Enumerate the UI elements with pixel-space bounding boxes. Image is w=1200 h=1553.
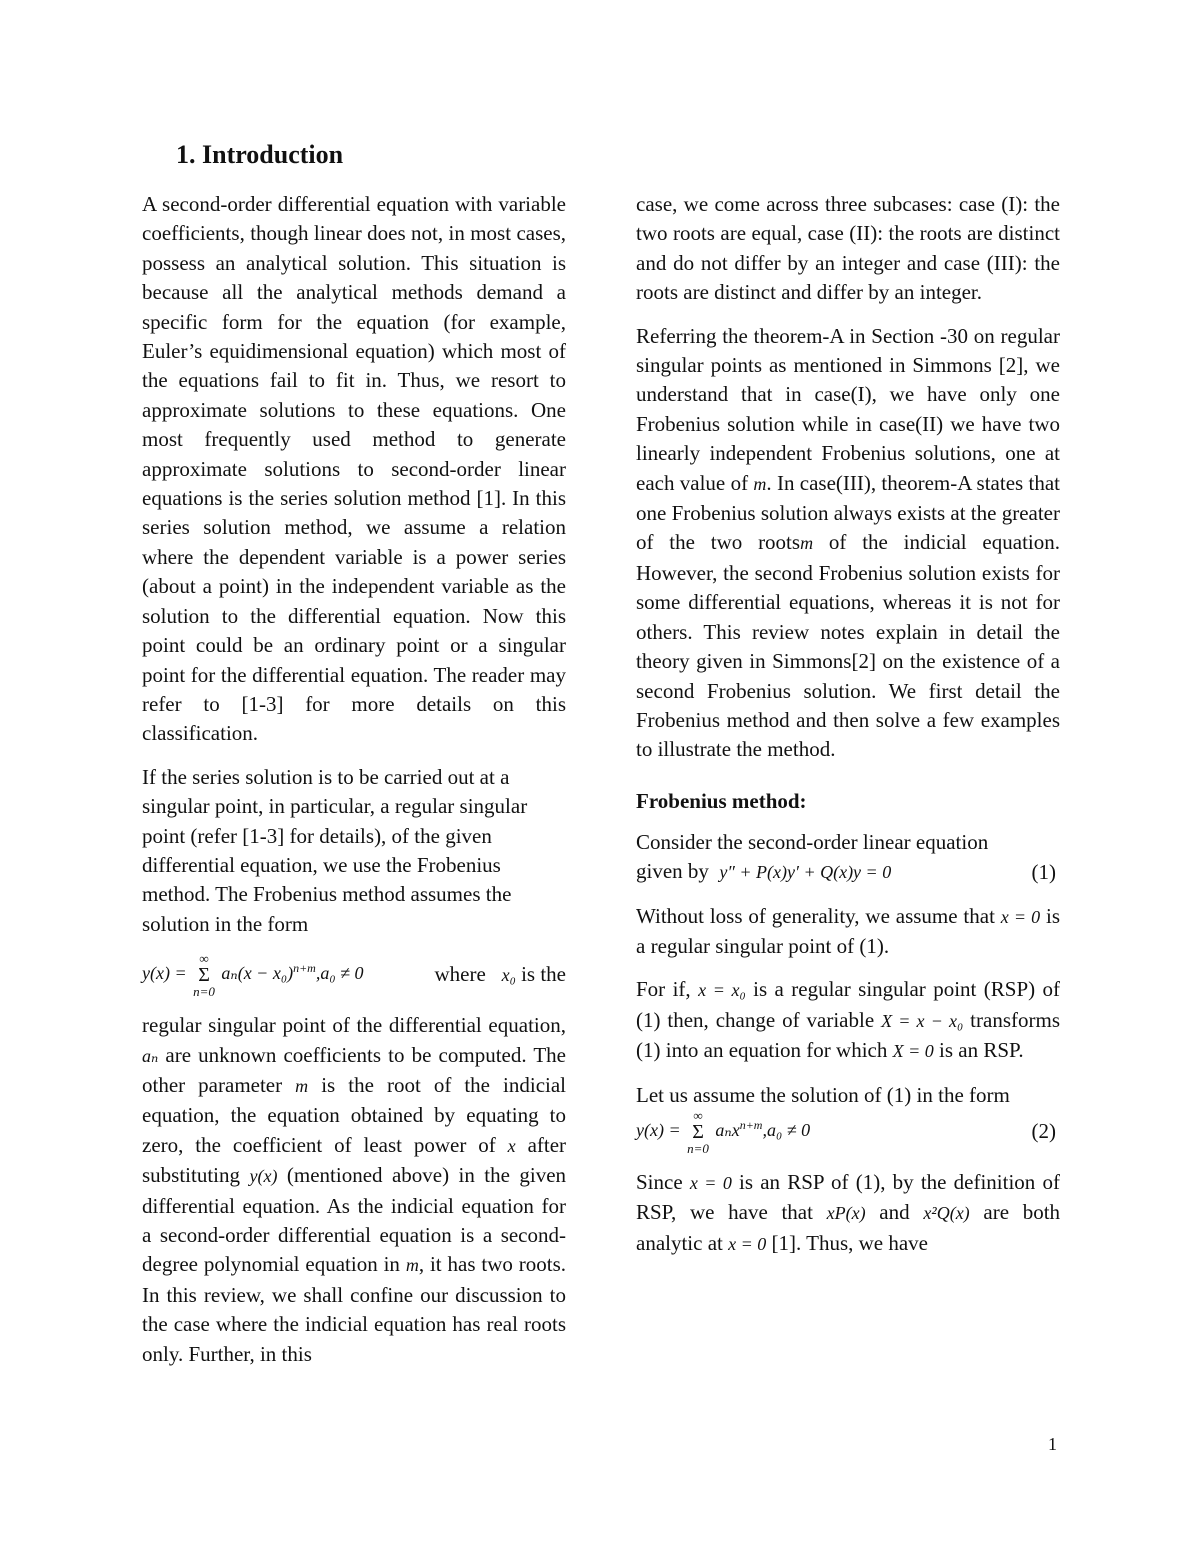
frobenius-parameters-paragraph: regular singular point of the differential equation, aₙ are unknown coefficients to be computed. The other parameter m is the root of the indicial equation, the equation obtained by equating to zero, the coefficient of least power of x after substituting y(x) (mentioned above) in the given differential equation. As the indicial equation for a second-order differential equation is a second-degree polynomial equation in m, it has two roots. In this review, we shall confine our discussion to the case where the indicial equation has real roots only. Further, in this <box>142 1013 567 1366</box>
subcases-paragraph: case, we come across three subcases: case (I): the two roots are equal, case (II): the roots are distinct and do not differ by an integer and case (III): the roots are distinct and differ by an integer. <box>636 192 1060 305</box>
summation-symbol: ∞ Σ n=0 <box>687 1107 709 1156</box>
theorem-paragraph: Referring the theorem-A in Section -30 on regular singular points as mentioned in Simmons [2], we understand that in case(I), we have only one Frobenius solution while in case(II) we have two linearly independent Frobenius solutions, one at each value of m. In case(III), theorem-A states that one Frobenius solution always exists at the greater of the two rootsm of the indicial equation. However, the second Frobenius solution exists for some differential equations, whereas it is not for others. This review notes explain in detail the theory given in Simmons[2] on the existence of a second Frobenius solution. We first detail the Frobenius method and then solve a few examples to illustrate the method. <box>636 323 1061 762</box>
equation-1-number: (1) <box>1031 859 1056 884</box>
section-heading: 1. Introduction <box>176 140 344 169</box>
equation-1: given by y″ + P(x)y′ + Q(x)y = 0 (1) <box>636 858 1060 888</box>
summation-symbol: ∞ Σ n=0 <box>193 951 215 1000</box>
frobenius-method-subheading: Frobenius method: <box>636 788 807 813</box>
intro-paragraph: A second-order differential equation with variable coefficients, though linear does not, in most cases, possess an analytical solution. This situation is because all the analytical methods demand a specific form for the equation (for example, Euler’s equidimensional equation) which most of the equations fail to fit in. Thus, we resort to approximate solutions to these equations. One most frequently used method to generate approximate solutions to second-order linear equations is the series solution method [1]. In this series solution method, we assume a relation where the dependent variable is a power series (about a point) in the independent variable as the solution to the differential equation. Now this point could be an ordinary point or a singular point for the differential equation. The reader may refer to [1-3] for more details on this classification. <box>142 192 566 746</box>
assume-solution-paragraph: Let us assume the solution of (1) in the form <box>636 1082 1010 1107</box>
left-column <box>142 190 566 1383</box>
right-column <box>636 190 1060 1273</box>
consider-paragraph: Consider the second-order linear equation <box>636 830 989 855</box>
generality-paragraph: Without loss of generality, we assume that x = 0 is a regular singular point of (1). <box>636 903 1060 958</box>
rsp-definition-paragraph: Since x = 0 is an RSP of (1), by the definition of RSP, we have that xP(x) and x²Q(x) are both analytic at x = 0 [1]. Thus, we have <box>636 1169 1061 1255</box>
frobenius-intro-paragraph: If the series solution is to be carried out at a singular point, in particular, a regular singular point (refer [1-3] for details), of the given differential equation, we use the Frobenius method. The Frobenius method assumes the solution in the form <box>142 764 528 936</box>
frobenius-series-equation: y(x) = ∞ Σ n=0 $a_n(x - x_0)^{n+m},a_0 \ne 0$ where x₀ is the <box>142 951 566 1000</box>
equation-2-number: (2) <box>1031 1119 1056 1144</box>
equation-2: y(x) = ∞ Σ n=0 aₙx$^{n+m}$,a₀ ≠ 0 (2) <box>636 1110 1060 1154</box>
page-number: 1 <box>1048 1434 1057 1454</box>
change-of-variable-paragraph: For if, x = x₀ is a regular singular point (RSP) of (1) then, change of variable X = x − x₀ transforms (1) into an equation for which X = 0 is an RSP. <box>636 977 1061 1063</box>
